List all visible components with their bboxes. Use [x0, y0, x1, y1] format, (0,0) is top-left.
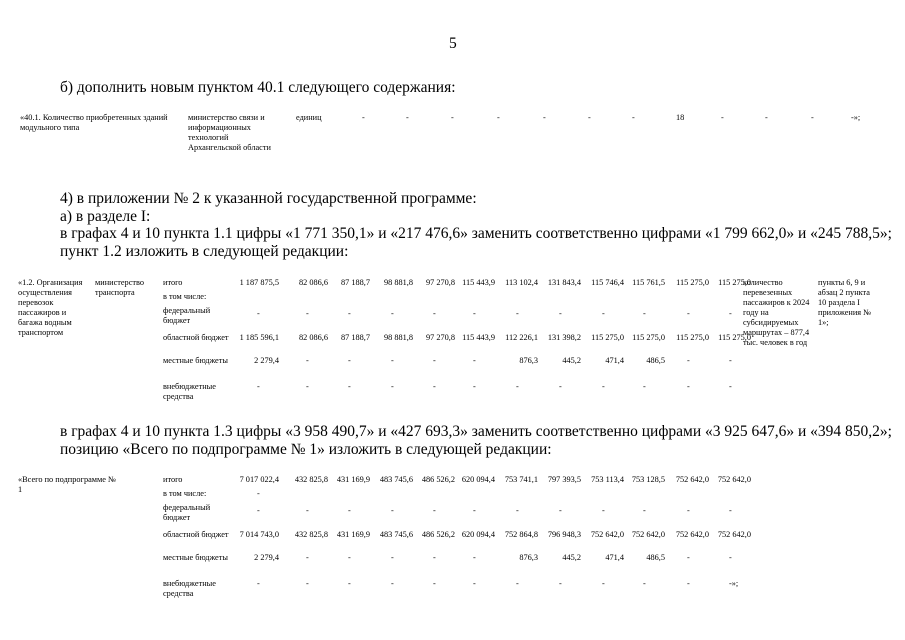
t2-cell: - [643, 579, 646, 588]
t1-cell: 115 275,0 [676, 278, 709, 287]
t2-row-label: итого [163, 475, 183, 484]
t1-cell: - [473, 356, 476, 365]
t2-cell: - [516, 579, 519, 588]
t1-cell: - [473, 309, 476, 318]
t1-cell: - [687, 382, 690, 391]
t1-cell: - [602, 382, 605, 391]
t1-cell: - [516, 309, 519, 318]
t1-cell: 876,3 [519, 356, 538, 365]
t2-cell: 483 745,6 [379, 530, 413, 539]
t2-cell: 752 642,0 [590, 530, 624, 539]
t1-cell: - [257, 309, 260, 318]
t2-row-label: федеральный бюджет [163, 503, 211, 522]
t1-cell: 115 761,5 [632, 278, 665, 287]
paragraph-graphs-1-1: в графах 4 и 10 пункта 1.1 цифры «1 771 350,1» и «217 476,6» заменить соответственно цифрами «1 799 662,0» и «245 788,5»; [60, 225, 892, 242]
t2-cell: - [602, 506, 605, 515]
t2-cell: - [391, 579, 394, 588]
t1-cell: - [687, 356, 690, 365]
paragraph-point-1-2: пункт 1.2 изложить в следующей редакции: [60, 243, 349, 260]
item-40-1-cell: - [497, 113, 500, 122]
t1-cell: 115 275,0 [676, 333, 709, 342]
section-b-heading: б) дополнить новым пунктом 40.1 следующего содержания: [60, 79, 456, 96]
t2-cell: - [559, 506, 562, 515]
t1-row-label: в том числе: [163, 292, 207, 301]
t1-cell: - [729, 309, 732, 318]
item-40-1-cell: - [451, 113, 454, 122]
t2-cell: 486 526,2 [421, 530, 455, 539]
t2-cell: - [687, 579, 690, 588]
t1-cell: 1 187 875,5 [239, 278, 279, 287]
item-40-1-unit: единиц [296, 113, 322, 122]
t1-cell: 82 086,6 [298, 278, 328, 287]
t2-cell: - [729, 553, 732, 562]
t1-cell: - [433, 382, 436, 391]
item-40-1-cell: - [543, 113, 546, 122]
t1-cell: - [559, 382, 562, 391]
t1-cell: - [516, 382, 519, 391]
t2-cell: 752 642,0 [631, 530, 665, 539]
t2-cell: - [433, 506, 436, 515]
item-40-1-cell: 18 [676, 113, 685, 122]
t2-cell: 796 948,3 [547, 530, 581, 539]
t1-cell: - [687, 309, 690, 318]
t2-cell: - [257, 489, 260, 498]
item-40-1-cell: - [721, 113, 724, 122]
t1-cell: 445,2 [562, 356, 581, 365]
t2-cell: - [348, 553, 351, 562]
t2-cell: 432 825,8 [294, 530, 328, 539]
t1-cell: 115 275,0 [718, 278, 751, 287]
t1-cell: 113 102,4 [505, 278, 538, 287]
t2-cell: - [473, 579, 476, 588]
t2-cell: - [348, 579, 351, 588]
t2-cell: 752 642,0 [675, 475, 709, 484]
item-40-1-cell: - [588, 113, 591, 122]
t2-cell: 486,5 [646, 553, 665, 562]
t1-cell: - [348, 382, 351, 391]
t2-cell: - [473, 553, 476, 562]
t2-cell: - [257, 579, 260, 588]
t2-cell: 620 094,4 [461, 530, 495, 539]
t2-cell: 753 741,1 [504, 475, 538, 484]
t2-cell: 483 745,6 [379, 475, 413, 484]
t1-cell: 97 270,8 [425, 278, 455, 287]
t2-cell: 752 642,0 [717, 475, 751, 484]
t2-cell: 432 825,8 [294, 475, 328, 484]
t1-row-label: местные бюджеты [163, 356, 228, 365]
t2-cell: 7 017 022,4 [239, 475, 279, 484]
t2-cell: 431 169,9 [336, 475, 370, 484]
t1-cell: - [306, 382, 309, 391]
t2-cell: - [391, 553, 394, 562]
t1-cell: 131 398,2 [547, 333, 581, 342]
t1-cell: - [729, 356, 732, 365]
t1-cell: 115 443,9 [462, 333, 495, 342]
t1-cell: - [602, 309, 605, 318]
item-40-1-cell: -»; [851, 113, 861, 122]
t1-cell: 97 270,8 [425, 333, 455, 342]
t1-link: пункты 6, 9 и абзац 2 пункта 10 раздела I приложения № 1»; [818, 278, 872, 327]
paragraph-4: 4) в приложении № 2 к указанной государственной программе: [60, 190, 477, 207]
t2-cell: - [516, 506, 519, 515]
item-40-1-cell: - [811, 113, 814, 122]
t2-cell: 876,3 [519, 553, 538, 562]
t1-row-label: федеральный бюджет [163, 306, 211, 325]
t2-cell: 752 864,8 [504, 530, 538, 539]
t1-cell: 486,5 [646, 356, 665, 365]
item-40-1-executor: министерство связи и информационных технологий Архангельской области [188, 113, 271, 152]
t2-cell: 752 642,0 [675, 530, 709, 539]
t1-cell: 98 881,8 [383, 278, 413, 287]
t1-cell: 115 275,0 [591, 333, 624, 342]
t1-cell: 87 188,7 [340, 278, 370, 287]
t1-indicator: количество перевезенных пассажиров к 2024 году на субсидируемых маршрутах – 877,4 тыс. человек в год [743, 278, 810, 347]
t2-cell: - [433, 553, 436, 562]
t2-cell: - [306, 506, 309, 515]
t2-cell: 2 279,4 [254, 553, 279, 562]
t1-cell: 131 843,4 [547, 278, 581, 287]
t2-cell: 471,4 [605, 553, 624, 562]
paragraph-total: позицию «Всего по подпрограмме № 1» изложить в следующей редакции: [60, 441, 552, 458]
t1-cell: 115 275,0 [632, 333, 665, 342]
t2-cell: 752 642,0 [717, 530, 751, 539]
t2-cell: - [559, 579, 562, 588]
t1-cell: 82 086,6 [298, 333, 328, 342]
t1-cell: - [643, 382, 646, 391]
item-40-1-cell: - [406, 113, 409, 122]
t1-cell: 1 185 596,1 [239, 333, 279, 342]
item-40-1-cell: - [632, 113, 635, 122]
t2-cell: - [391, 506, 394, 515]
t2-cell: - [348, 506, 351, 515]
t2-cell: - [729, 506, 732, 515]
t1-name: «1.2. Организация осуществления перевозок пассажиров и багажа водным транспортом [18, 278, 83, 337]
t1-cell: - [643, 309, 646, 318]
t2-cell: - [306, 579, 309, 588]
t2-cell: - [433, 579, 436, 588]
t1-cell: 98 881,8 [383, 333, 413, 342]
t1-cell: 112 226,1 [505, 333, 538, 342]
t2-cell: 620 094,4 [461, 475, 495, 484]
t2-cell: 797 393,5 [547, 475, 581, 484]
t1-cell: 471,4 [605, 356, 624, 365]
t2-cell: - [306, 553, 309, 562]
t1-cell: - [729, 382, 732, 391]
paragraph-a: а) в разделе I: [60, 208, 151, 225]
t2-cell: - [257, 506, 260, 515]
t1-cell: 87 188,7 [340, 333, 370, 342]
t1-row-label: областной бюджет [163, 333, 229, 342]
t1-cell: - [348, 309, 351, 318]
t2-cell: - [473, 506, 476, 515]
t2-cell: - [643, 506, 646, 515]
t1-cell: - [391, 309, 394, 318]
t1-row-label: внебюджетные средства [163, 382, 216, 401]
t2-name: «Всего по подпрограмме № 1 [18, 475, 116, 494]
t1-cell: - [348, 356, 351, 365]
t1-row-label: итого [163, 278, 183, 287]
t1-cell: - [306, 356, 309, 365]
t1-cell: - [257, 382, 260, 391]
t1-cell: - [306, 309, 309, 318]
item-40-1-cell: - [765, 113, 768, 122]
t2-row-label: в том числе: [163, 489, 207, 498]
t1-cell: - [391, 382, 394, 391]
t2-cell: 431 169,9 [336, 530, 370, 539]
paragraph-graphs-1-3: в графах 4 и 10 пункта 1.3 цифры «3 958 490,7» и «427 693,3» заменить соответственно цифрами «3 925 647,6» и «394 850,2»; [60, 423, 892, 440]
t1-cell: - [433, 309, 436, 318]
t2-row-label: местные бюджеты [163, 553, 228, 562]
t1-cell: 115 275,0 [718, 333, 751, 342]
t2-cell: 445,2 [562, 553, 581, 562]
t1-cell: - [433, 356, 436, 365]
t2-row-label: областной бюджет [163, 530, 229, 539]
t1-cell: - [391, 356, 394, 365]
t2-cell: 753 128,5 [631, 475, 665, 484]
item-40-1-cell: - [362, 113, 365, 122]
t1-cell: 115 443,9 [462, 278, 495, 287]
t1-cell: - [559, 309, 562, 318]
t1-cell: 2 279,4 [254, 356, 279, 365]
t2-cell: - [602, 579, 605, 588]
t2-cell: - [687, 506, 690, 515]
t1-executor: министерство транспорта [95, 278, 145, 297]
item-40-1-name: «40.1. Количество приобретенных зданий модульного типа [20, 113, 168, 132]
t1-cell: 115 746,4 [591, 278, 624, 287]
t2-cell: 7 014 743,0 [239, 530, 279, 539]
t2-row-label: внебюджетные средства [163, 579, 216, 598]
t2-cell: 486 526,2 [421, 475, 455, 484]
page-number: 5 [449, 35, 457, 52]
t2-cell: 753 113,4 [591, 475, 624, 484]
t2-cell: -»; [729, 579, 739, 588]
t1-cell: - [473, 382, 476, 391]
t2-cell: - [687, 553, 690, 562]
